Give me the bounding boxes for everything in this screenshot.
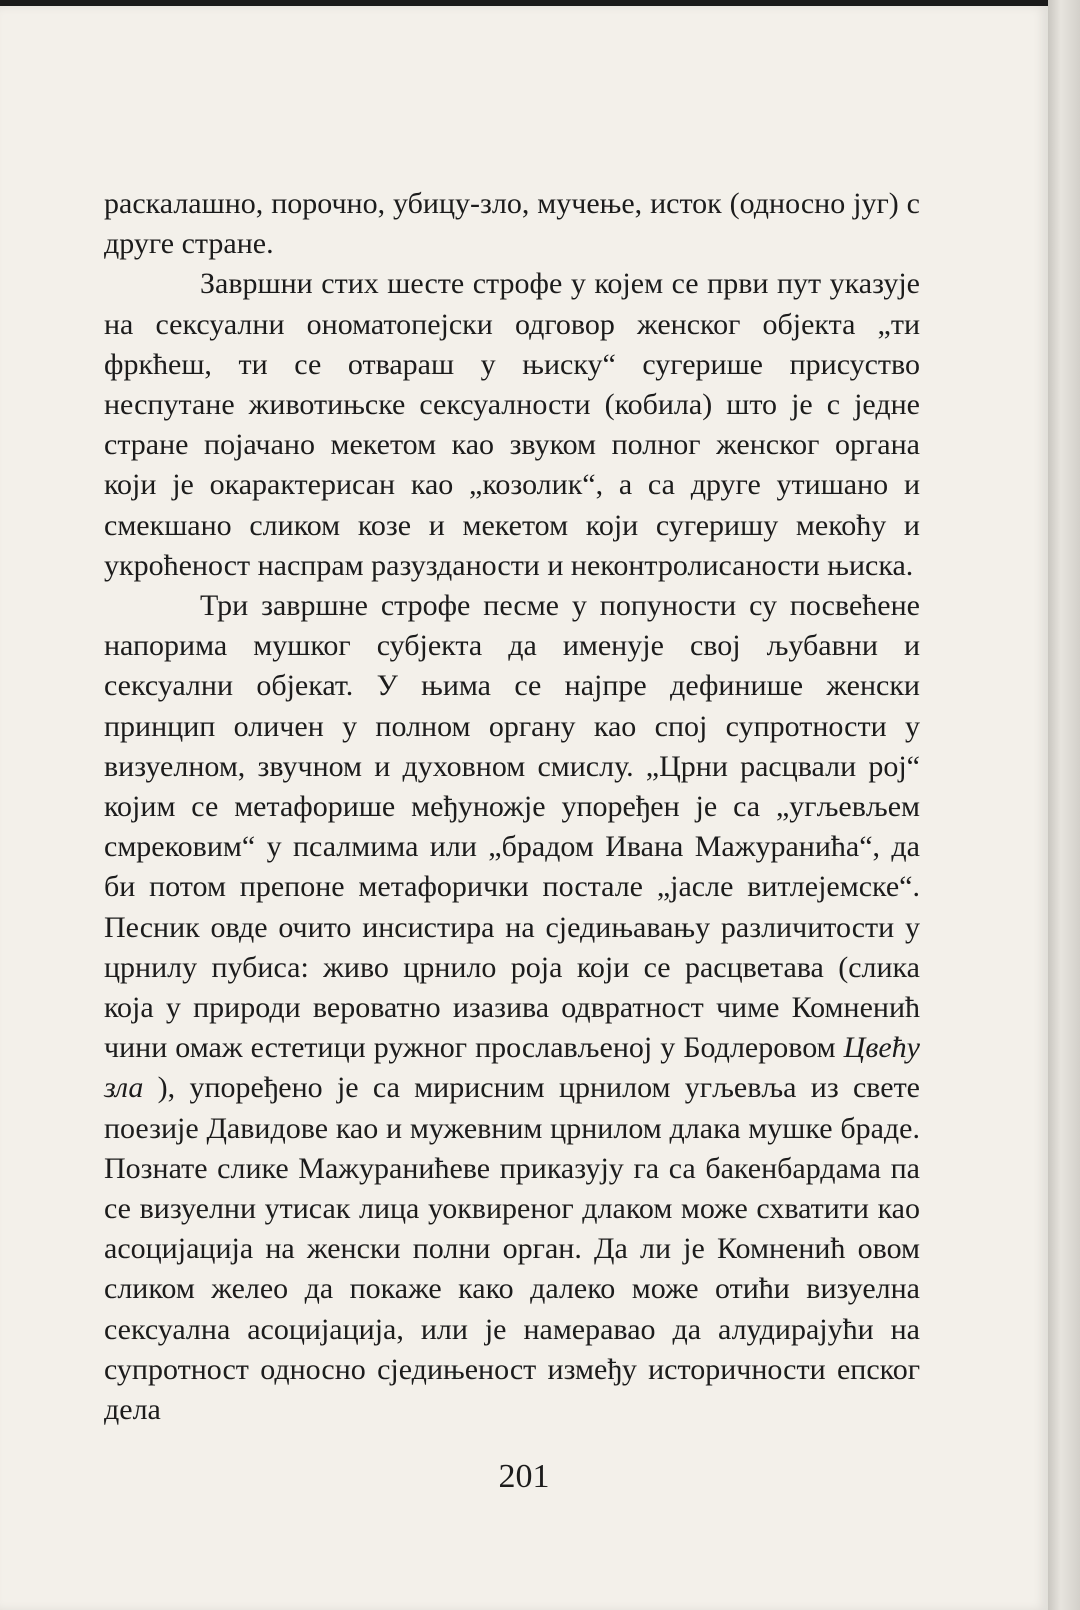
paragraph-2: Завршни стих шесте строфе у којем се први пут указује на сексуални ономатопејски одговор женског објекта „ти фркћеш, ти се отвараш у њиску“ сугерише присуство неспутане животињске сексуалности (кобила) што је с једне стране појачано мекетом као звуком полног женског органа који је окарактерисан као „козолик“, а са друге утишано и смекшано сликом козе и мекетом који сугеришу мекоћу и укроћеност наспрам разузданости и неконтролисаности њиска. — [104, 267, 920, 582]
paragraph-3-part-1: Три завршне строфе песме у попуности су посвећене напорима мушког субјекта да именује свој љубавни и сексуални објекат. У њима се најпре дефинише женски принцип оличен у полном органу као спој супротности у визуелном, звучном и духовном смислу. „Црни расцвали рој“ којим се метафорише међуножје упоређен је са „угљевљем смрековим“ у псалмима или „брадом Ивана Мажуранића“, да би потом препоне метафорички постале „јасле витлејемске“. Песник овде очито инсистира на сједињавању различитости у црнилу пубиса: живо црнило роја који се расцветава (слика која у природи вероватно изазива одвратност чиме Комненић чини омаж естетици ружног прослављеној у Бодлеровом — [104, 589, 920, 1065]
body-text — [104, 184, 920, 1430]
page-edge — [1048, 0, 1080, 1610]
paragraph-3-part-2: ), упоређено је са мирисним црнилом угљевља из свете поезије Давидове као и мужевним црнилом длака мушке браде. Познате слике Мажуранићеве приказују га са бакенбардама па се визуелни утисак лица уоквиреног длаком може схватити као асоцијација на женски полни орган. Да ли је Комненић овом сликом желео да покаже како далеко може отићи визуелна сексуална асоцијација, или је намеравао да алудирајући на супротност односно сједињеност између историчности епског дела — [104, 1071, 920, 1427]
paragraph-1: раскалашно, порочно, убицу-зло, мучење, исток (односно југ) с друге стране. — [104, 187, 920, 261]
paragraph-3 — [104, 586, 920, 1430]
page-number: 201 — [498, 1458, 550, 1495]
book-title-italic: Цвећу зла — [104, 1031, 920, 1105]
